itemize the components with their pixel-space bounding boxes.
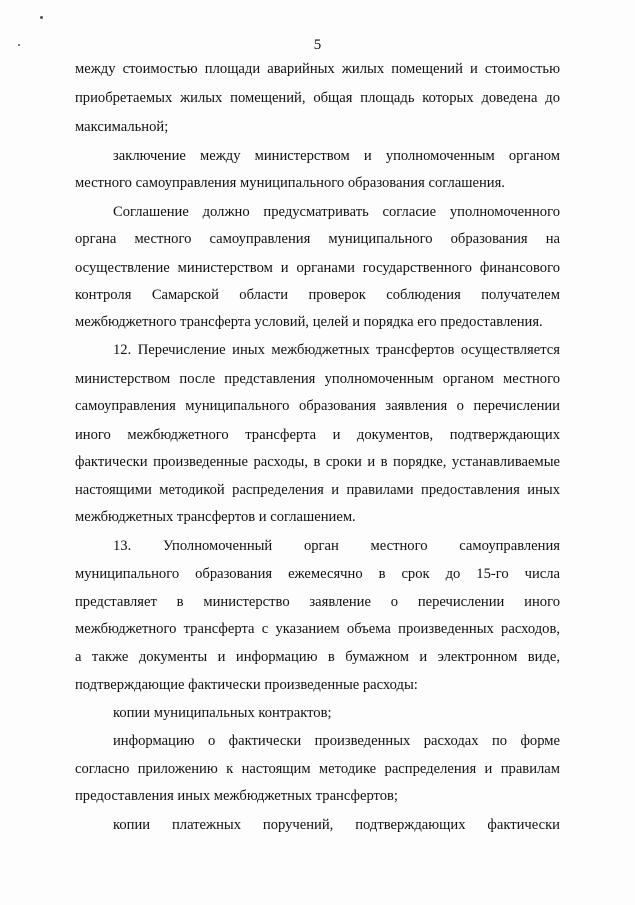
text-line: настоящими методикой распределения и правилами предоставления иных: [75, 482, 560, 498]
text-line: информацию о фактически произведенных расходах по форме: [113, 733, 560, 749]
text-line: межбюджетных трансфертов и соглашением.: [75, 509, 356, 525]
text-line: 12. Перечисление иных межбюджетных трансфертов осуществляется: [113, 342, 560, 358]
text-line: местного самоуправления муниципального образования соглашения.: [75, 175, 505, 191]
text-line: самоуправления муниципального образования заявления о перечислении: [75, 398, 560, 414]
text-line: между стоимостью площади аварийных жилых помещений и стоимостью: [75, 61, 560, 77]
text-line: подтверждающие фактически произведенные расходы:: [75, 677, 418, 693]
text-line: копии муниципальных контрактов;: [113, 705, 332, 721]
scan-speck: [40, 16, 43, 19]
text-line: копии платежных поручений, подтверждающих фактически: [113, 817, 560, 833]
text-line: иного межбюджетного трансферта и документов, подтверждающих: [75, 427, 560, 443]
text-line: согласно приложению к настоящим методике распределения и правилам: [75, 761, 560, 777]
text-line: контроля Самарской области проверок соблюдения получателем: [75, 287, 560, 303]
text-line: максимальной;: [75, 119, 169, 135]
scan-speck: [18, 44, 20, 46]
text-line: а также документы и информацию в бумажном и электронном виде,: [75, 649, 560, 665]
text-line: приобретаемых жилых помещений, общая площадь которых доведена до: [75, 90, 560, 106]
text-line: предоставления иных межбюджетных трансфертов;: [75, 788, 398, 804]
text-line: Соглашение должно предусматривать согласие уполномоченного: [113, 204, 560, 220]
text-line: 13. Уполномоченный орган местного самоуправления: [113, 538, 560, 554]
text-line: муниципального образования ежемесячно в срок до 15-го числа: [75, 566, 560, 582]
text-line: осуществление министерством и органами государственного финансового: [75, 260, 560, 276]
text-line: межбюджетного трансферта с указанием объема произведенных расходов,: [75, 621, 560, 637]
text-line: представляет в министерство заявление о перечислении иного: [75, 594, 560, 610]
text-line: фактически произведенные расходы, в сроки и в порядке, устанавливаемые: [75, 454, 560, 470]
page-number: 5: [313, 37, 322, 53]
text-line: межбюджетного трансферта условий, целей и порядка его предоставления.: [75, 314, 543, 330]
text-line: заключение между министерством и уполномоченным органом: [113, 148, 560, 164]
text-line: министерством после представления уполномоченным органом местного: [75, 371, 560, 387]
text-line: органа местного самоуправления муниципального образования на: [75, 231, 560, 247]
